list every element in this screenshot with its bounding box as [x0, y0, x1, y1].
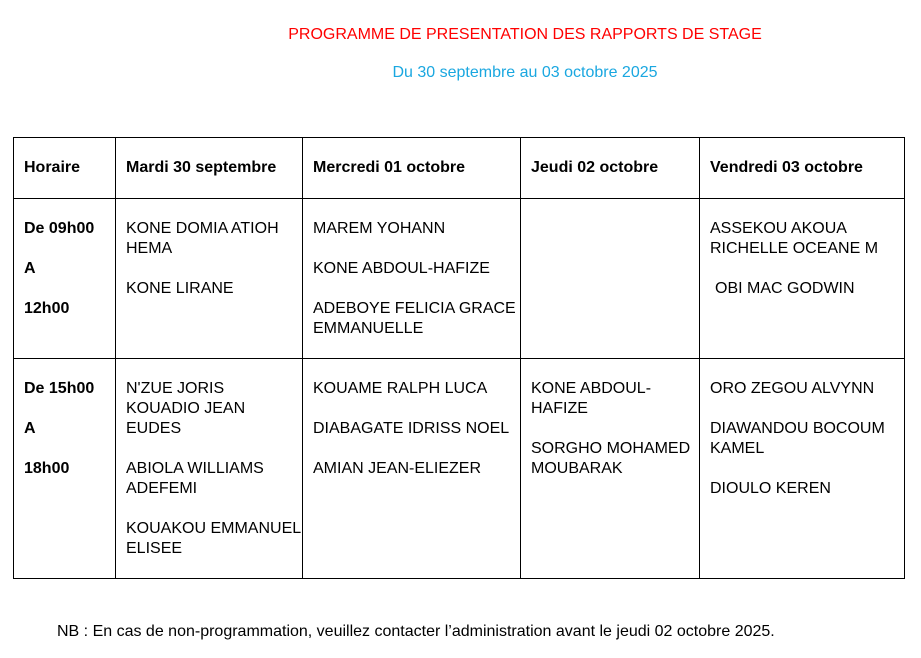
document-title: PROGRAMME DE PRESENTATION DES RAPPORTS DE STAGE [288, 26, 762, 43]
schedule-cell-mardi-afternoon [116, 359, 303, 579]
slot-start: De 15h00 [24, 380, 95, 397]
schedule-cell-jeudi-afternoon [521, 359, 700, 579]
column-header-mardi: Mardi 30 septembre [116, 138, 303, 199]
schedule-cell-vendredi-afternoon [700, 359, 905, 579]
column-header-mercredi: Mercredi 01 octobre [303, 138, 521, 199]
student-name: ORO ZEGOU ALVYNN [710, 380, 875, 397]
student-name: MAREM YOHANN [313, 220, 446, 237]
student-name: DIAWANDOU BOCOUM KAMEL [710, 420, 885, 457]
student-name: ABIOLA WILLIAMS ADEFEMI [126, 460, 264, 497]
schedule-cell-jeudi-morning [521, 199, 700, 359]
student-name: AMIAN JEAN-ELIEZER [313, 460, 482, 477]
schedule-table [13, 137, 905, 579]
time-slot-cell [14, 199, 116, 359]
table-row-morning [14, 199, 905, 359]
slot-start: De 09h00 [24, 220, 95, 237]
student-name: KOUAME RALPH LUCA [313, 380, 488, 397]
student-name: DIABAGATE IDRISS NOEL [313, 420, 510, 437]
student-name: KONE ABDOUL-HAFIZE [531, 380, 652, 417]
table-row-afternoon [14, 359, 905, 579]
footer-note: NB : En cas de non-programmation, veuillez contacter l’administration avant le jeudi 02 octobre 2025. [57, 623, 775, 640]
student-name: OBI MAC GODWIN [715, 280, 855, 297]
slot-separator: A [24, 260, 36, 277]
schedule-cell-mardi-morning [116, 199, 303, 359]
schedule-cell-mercredi-afternoon [303, 359, 521, 579]
student-name: DIOULO KEREN [710, 480, 831, 497]
column-header-vendredi: Vendredi 03 octobre [700, 138, 905, 199]
slot-end: 12h00 [24, 300, 70, 317]
document-subtitle: Du 30 septembre au 03 octobre 2025 [392, 64, 658, 81]
student-name: KONE ABDOUL-HAFIZE [313, 260, 490, 277]
time-slot-cell [14, 359, 116, 579]
column-header-horaire: Horaire [14, 138, 116, 199]
header-row [14, 138, 905, 199]
schedule-cell-mercredi-morning [303, 199, 521, 359]
column-header-jeudi: Jeudi 02 octobre [521, 138, 700, 199]
student-name: SORGHO MOHAMED MOUBARAK [531, 440, 691, 477]
schedule-cell-vendredi-morning [700, 199, 905, 359]
student-name: KONE LIRANE [126, 280, 234, 297]
student-name: ASSEKOU AKOUA RICHELLE OCEANE M [710, 220, 879, 257]
slot-end: 18h00 [24, 460, 70, 477]
student-name: N'ZUE JORIS KOUADIO JEAN EUDES [126, 380, 246, 437]
slot-separator: A [24, 420, 36, 437]
student-name: KONE DOMIA ATIOH HEMA [126, 220, 279, 257]
student-name: KOUAKOU EMMANUEL ELISEE [126, 520, 301, 557]
student-name: ADEBOYE FELICIA GRACE EMMANUELLE [313, 300, 516, 337]
